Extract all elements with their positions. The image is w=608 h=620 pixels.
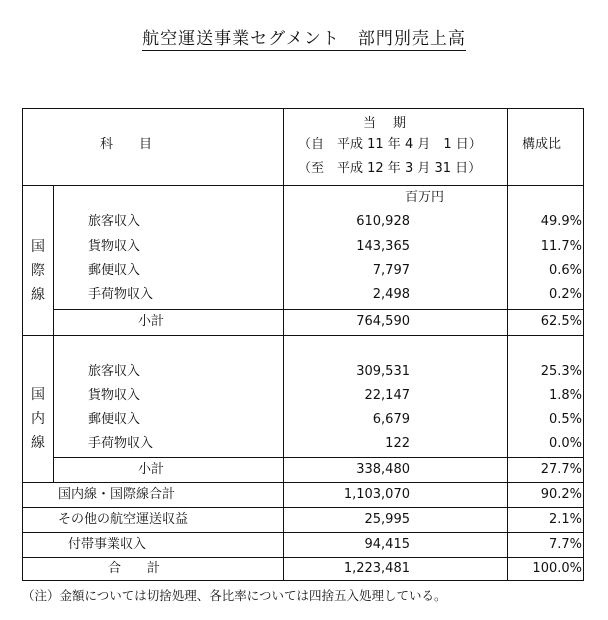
label-value-divider bbox=[283, 108, 284, 581]
page-title bbox=[0, 24, 608, 49]
title-text: 航空運送事業セグメント 部門別売上高 bbox=[142, 29, 466, 49]
intl-row-value: 7,797 bbox=[372, 263, 410, 278]
summary-row-ratio: 7.7% bbox=[548, 537, 582, 552]
summary-row-value: 94,415 bbox=[364, 537, 410, 552]
dom-subtotal-top bbox=[53, 457, 584, 458]
table-frame bbox=[22, 108, 584, 581]
unit-label: 百万円 bbox=[405, 190, 445, 205]
dom-group-char-1: 国 bbox=[31, 387, 45, 403]
dom-subtotal-ratio: 27.7% bbox=[540, 462, 582, 477]
header-divider bbox=[22, 185, 584, 186]
total-value: 1,223,481 bbox=[343, 561, 410, 576]
intl-row-ratio: 0.2% bbox=[548, 287, 582, 302]
summary-divider-2 bbox=[22, 532, 584, 533]
intl-group-char-1: 国 bbox=[31, 239, 45, 255]
intl-row-value: 2,498 bbox=[372, 287, 410, 302]
summary-row-ratio: 2.1% bbox=[548, 512, 582, 527]
total-top bbox=[22, 557, 584, 558]
header-ratio: 構成比 bbox=[522, 137, 562, 152]
intl-section-bottom bbox=[22, 335, 584, 336]
dom-row-label: 貨物収入 bbox=[88, 388, 141, 403]
intl-row-ratio: 11.7% bbox=[540, 239, 582, 254]
header-period-label: 当 期 bbox=[363, 116, 409, 131]
dom-group-char-3: 線 bbox=[31, 435, 45, 451]
intl-row-ratio: 49.9% bbox=[540, 214, 582, 229]
intl-row-label: 手荷物収入 bbox=[88, 287, 154, 302]
intl-group-char-3: 線 bbox=[31, 287, 45, 303]
dom-subtotal-value: 338,480 bbox=[356, 462, 410, 477]
dom-subtotal-label: 小計 bbox=[138, 462, 165, 477]
summary-row-value: 25,995 bbox=[364, 512, 410, 527]
intl-row-value: 610,928 bbox=[356, 214, 410, 229]
dom-row-value: 309,531 bbox=[356, 364, 410, 379]
dom-row-label: 旅客収入 bbox=[88, 364, 141, 379]
header-period-from: （自 平成 11 年 4 月 1 日） bbox=[298, 137, 482, 152]
dom-row-label: 手荷物収入 bbox=[88, 436, 154, 451]
header-period-to: （至 平成 12 年 3 月 31 日） bbox=[298, 161, 482, 176]
intl-subtotal-label: 小計 bbox=[138, 314, 165, 329]
summary-row-label: 国内線・国際線合計 bbox=[58, 487, 176, 502]
total-label: 合 計 bbox=[108, 561, 161, 576]
intl-row-label: 貨物収入 bbox=[88, 239, 141, 254]
summary-divider-1 bbox=[22, 507, 584, 508]
summary-row-label: 付帯事業収入 bbox=[68, 537, 147, 552]
intl-row-label: 郵便収入 bbox=[88, 263, 141, 278]
dom-row-value: 122 bbox=[385, 436, 410, 451]
dom-row-value: 22,147 bbox=[364, 388, 410, 403]
footnote: （注）金額については切捨処理、各比率については四捨五入処理している。 bbox=[22, 588, 447, 603]
intl-row-ratio: 0.6% bbox=[548, 263, 582, 278]
dom-row-label: 郵便収入 bbox=[88, 412, 141, 427]
dom-row-ratio: 0.0% bbox=[548, 436, 582, 451]
intl-row-label: 旅客収入 bbox=[88, 214, 141, 229]
intl-subtotal-top bbox=[53, 309, 584, 310]
summary-row-label: その他の航空運送収益 bbox=[58, 512, 189, 527]
dom-row-value: 6,679 bbox=[372, 412, 410, 427]
dom-group-char-2: 内 bbox=[31, 411, 45, 427]
value-ratio-divider bbox=[507, 108, 508, 581]
total-ratio: 100.0% bbox=[532, 561, 582, 576]
intl-row-value: 143,365 bbox=[356, 239, 410, 254]
dom-section-bottom bbox=[22, 482, 584, 483]
intl-group-char-2: 際 bbox=[31, 263, 45, 279]
header-subject: 科 目 bbox=[100, 137, 153, 152]
summary-row-value: 1,103,070 bbox=[343, 487, 410, 502]
group-column-divider bbox=[53, 185, 54, 482]
summary-row-ratio: 90.2% bbox=[540, 487, 582, 502]
dom-row-ratio: 25.3% bbox=[540, 364, 582, 379]
intl-subtotal-ratio: 62.5% bbox=[540, 314, 582, 329]
dom-row-ratio: 1.8% bbox=[548, 388, 582, 403]
intl-subtotal-value: 764,590 bbox=[356, 314, 410, 329]
dom-row-ratio: 0.5% bbox=[548, 412, 582, 427]
